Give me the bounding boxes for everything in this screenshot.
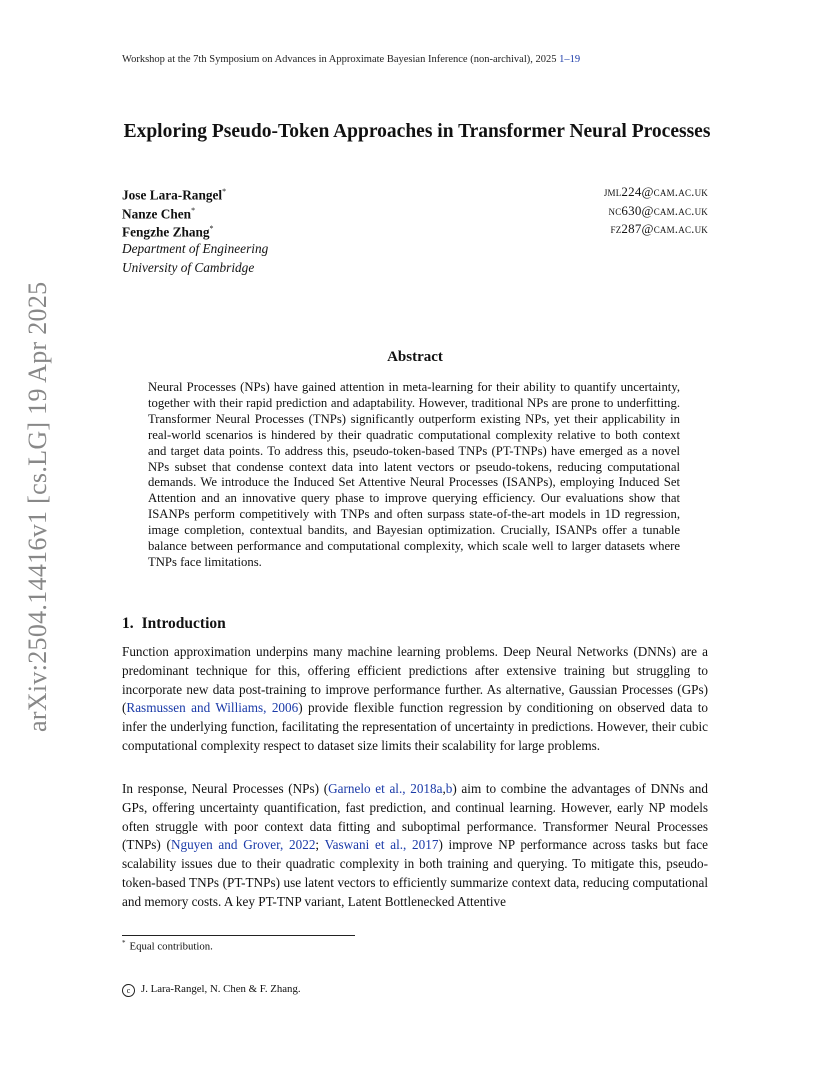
author-row bbox=[122, 183, 708, 202]
author-block bbox=[122, 183, 708, 277]
intro-paragraph-2: In response, Neural Processes (NPs) (Garnelo et al., 2018a,b) aim to combine the advantages of DNNs and GPs, offering uncertainty quantification, fast prediction, and continual learning. However, early NP models often struggle with poor context data fitting and suboptimal performance. Transformer Neural Processes (TNPs) (Nguyen and Grover, 2022; Vaswani et al., 2017) improve NP performance across tasks but face scalability issues due to their quadratic complexity in both training and querying. To mitigate this, pseudo-token-based TNPs (PT-TNPs) use latent vectors to efficiently summarize context data, reducing computational and memory costs. A key PT-TNP variant, Latent Bottlenecked Attentive bbox=[122, 781, 708, 909]
author-row bbox=[122, 202, 708, 221]
section-heading bbox=[122, 615, 226, 633]
author-name: Fengzhe Zhang* bbox=[122, 224, 214, 240]
citation-link[interactable]: Garnelo et al., 2018a bbox=[328, 781, 443, 796]
citation-link[interactable]: Nguyen and Grover, 2022 bbox=[170, 837, 316, 853]
affiliation-department: Department of Engineering bbox=[122, 240, 269, 256]
copyright-text: J. Lara-Rangel, N. Chen & F. Zhang. bbox=[141, 983, 301, 995]
section-number: 1. bbox=[122, 615, 134, 632]
abstract-text: Neural Processes (NPs) have gained attention in meta-learning for their ability to quantify uncertainty, together with their rapid prediction and adaptability. However, traditional NPs are prone to underfitting. Transformer Neural Processes (TNPs) significantly outperform existing NPs, yet their applicability in real-world scenarios is hindered by their quadratic computational complexity relative to both context and target data points. To address this, pseudo-token-based TNPs (PT-TNPs) have emerged as a novel NPs subset that condense context data into latent vectors or pseudo-tokens, reducing computational demands. We introduce the Induced Set Attentive Neural Processes (ISANPs), employing Induced Set Attention and an innovative query phase to improve querying efficiency. Our evaluations show that ISANPs perform competitively with TNPs and often surpass state-of-the-art models in 1D regression, image completion, contextual bandits, and Bayesian optimization. Crucially, ISANPs offer a tunable balance between performance and computational complexity, which scale well to larger datasets where TNPs face limitations. bbox=[148, 380, 680, 569]
section-title: Introduction bbox=[141, 615, 226, 632]
author-email[interactable]: nc630@cam.ac.uk bbox=[608, 202, 708, 218]
author-name: Jose Lara-Rangel* bbox=[122, 187, 227, 203]
venue-text: Workshop at the 7th Symposium on Advances in Approximate Bayesian Inference (non-archival), 2025 bbox=[122, 54, 557, 65]
paper-title: Exploring Pseudo-Token Approaches in Transformer Neural Processes bbox=[123, 121, 711, 142]
footnote: * Equal contribution. bbox=[122, 939, 213, 953]
intro-paragraph-1: Function approximation underpins many machine learning problems. Deep Neural Networks (DNNs) are a predominant technique for this, offering efficient predictions after extensive training but struggling to incorporate new data post-training to improve performance further. As alternative, Gaussian Processes (GPs) (Rasmussen and Williams, 2006) provide flexible function regression by conditioning on observed data to infer the underlying function, facilitating the representation of uncertainty in predictions. However, their cubic computational complexity respect to dataset size limits their scalability for large problems. bbox=[122, 644, 709, 753]
author-email[interactable]: fz287@cam.ac.uk bbox=[610, 221, 708, 236]
affiliation-university: University of Cambridge bbox=[122, 259, 255, 275]
citation-link[interactable]: Vaswani et al., 2017 bbox=[324, 837, 439, 853]
arxiv-stamp: arXiv:2504.14416v1 [cs.LG] 19 Apr 2025 bbox=[23, 281, 52, 732]
page-range-link[interactable]: 1–19 bbox=[559, 54, 581, 65]
citation-link[interactable]: b bbox=[445, 781, 453, 796]
copyright-icon: c bbox=[122, 984, 135, 997]
copyright-line bbox=[122, 983, 301, 997]
author-row bbox=[122, 220, 708, 239]
citation-link[interactable]: Rasmussen and Williams, 2006 bbox=[126, 700, 299, 716]
footnote-divider bbox=[122, 935, 355, 936]
author-name: Nanze Chen* bbox=[122, 205, 196, 221]
running-header bbox=[122, 54, 682, 65]
author-email[interactable]: jml224@cam.ac.uk bbox=[603, 184, 708, 199]
abstract-heading: Abstract bbox=[387, 349, 443, 365]
